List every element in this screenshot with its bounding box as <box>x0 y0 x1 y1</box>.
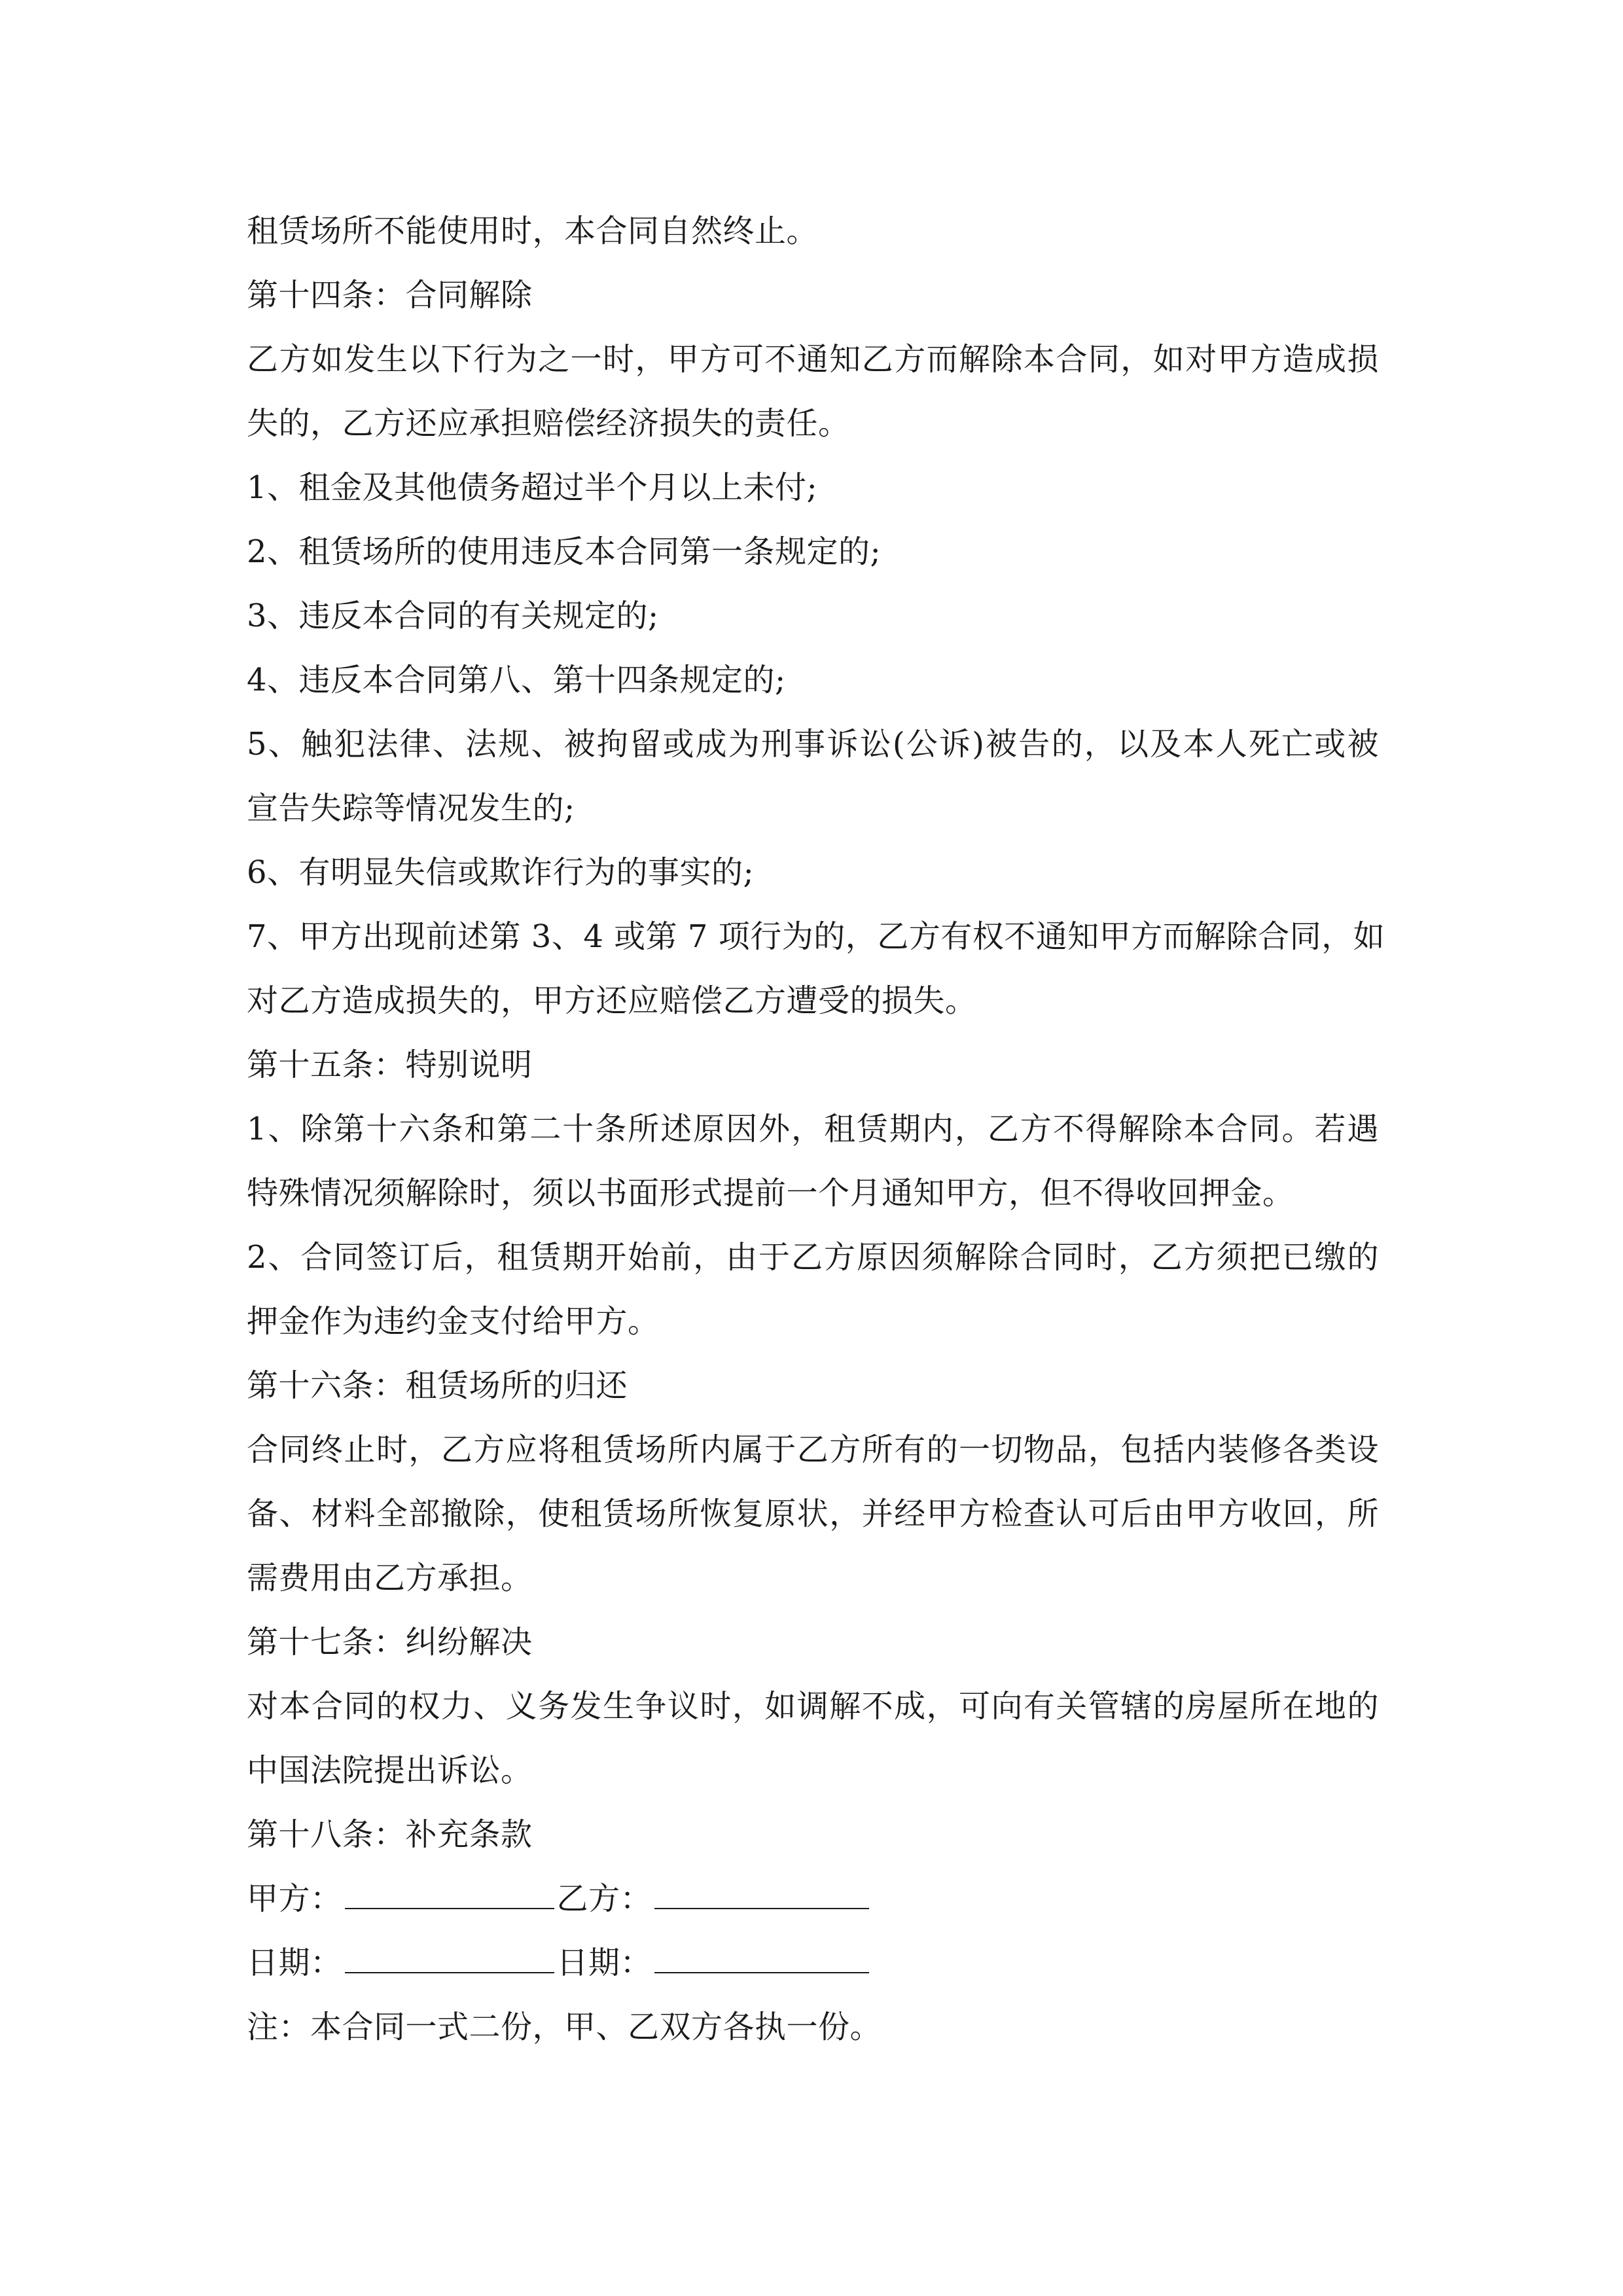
party-b-blank <box>654 1871 869 1909</box>
list-item: 6、有明显失信或欺诈行为的事实的; <box>247 854 755 891</box>
text-line: 合同终止时，乙方应将租赁场所内属于乙方所有的一切物品，包括内装修各类设 <box>247 1431 1379 1468</box>
signature-row-parties <box>247 1867 1379 1931</box>
text-line: 备、材料全部撤除，使租赁场所恢复原状，并经甲方检查认可后由甲方收回，所 <box>247 1496 1379 1532</box>
section-heading-15: 第十五条：特别说明 <box>247 1047 533 1083</box>
contract-note: 注：本合同一式二份，甲、乙双方各执一份。 <box>247 2009 882 2045</box>
date-b-blank <box>654 1935 869 1973</box>
party-a-blank <box>345 1871 554 1909</box>
party-b-label: 乙方： <box>556 1880 652 1917</box>
list-item: 2、合同签订后，租赁期开始前，由于乙方原因须解除合同时，乙方须把已缴的 <box>247 1239 1379 1276</box>
list-item: 3、违反本合同的有关规定的; <box>247 598 659 634</box>
contract-body <box>247 199 1385 2059</box>
text-line: 宣告失踪等情况发生的; <box>247 790 575 827</box>
party-a-label: 甲方： <box>247 1880 342 1917</box>
date-b-label: 日期： <box>556 1945 652 1981</box>
text-line: 乙方如发生以下行为之一时，甲方可不通知乙方而解除本合同，如对甲方造成损 <box>247 341 1379 378</box>
text-line: 特殊情况须解除时，须以书面形式提前一个月通知甲方，但不得收回押金。 <box>247 1175 1294 1211</box>
list-item: 2、租赁场所的使用违反本合同第一条规定的; <box>247 533 882 570</box>
text-line: 中国法院提出诉讼。 <box>247 1752 533 1789</box>
list-item: 5、触犯法律、法规、被拘留或成为刑事诉讼(公诉)被告的，以及本人死亡或被 <box>247 726 1379 762</box>
list-item: 7、甲方出现前述第 3、4 或第 7 项行为的，乙方有权不通知甲方而解除合同，如 <box>247 918 1385 955</box>
text-line: 对本合同的权力、义务发生争议时，如调解不成，可向有关管辖的房屋所在地的 <box>247 1688 1379 1725</box>
text-line: 失的，乙方还应承担赔偿经济损失的责任。 <box>247 405 850 442</box>
date-a-blank <box>345 1935 554 1973</box>
section-heading-16: 第十六条：租赁场所的归还 <box>247 1367 628 1404</box>
text-line: 对乙方造成损失的，甲方还应赔偿乙方遭受的损失。 <box>247 982 977 1019</box>
text-line: 租赁场所不能使用时，本合同自然终止。 <box>247 213 819 249</box>
signature-row-dates <box>247 1931 1379 1995</box>
section-heading-14: 第十四条：合同解除 <box>247 277 533 314</box>
section-heading-18: 第十八条：补充条款 <box>247 1816 533 1853</box>
text-line: 需费用由乙方承担。 <box>247 1560 533 1596</box>
text-line: 押金作为违约金支付给甲方。 <box>247 1303 660 1340</box>
section-heading-17: 第十七条：纠纷解决 <box>247 1624 533 1660</box>
list-item: 1、租金及其他债务超过半个月以上未付; <box>247 469 818 506</box>
list-item: 4、违反本合同第八、第十四条规定的; <box>247 662 786 698</box>
list-item: 1、除第十六条和第二十条所述原因外，租赁期内，乙方不得解除本合同。若遇 <box>247 1111 1379 1147</box>
date-a-label: 日期： <box>247 1945 342 1981</box>
